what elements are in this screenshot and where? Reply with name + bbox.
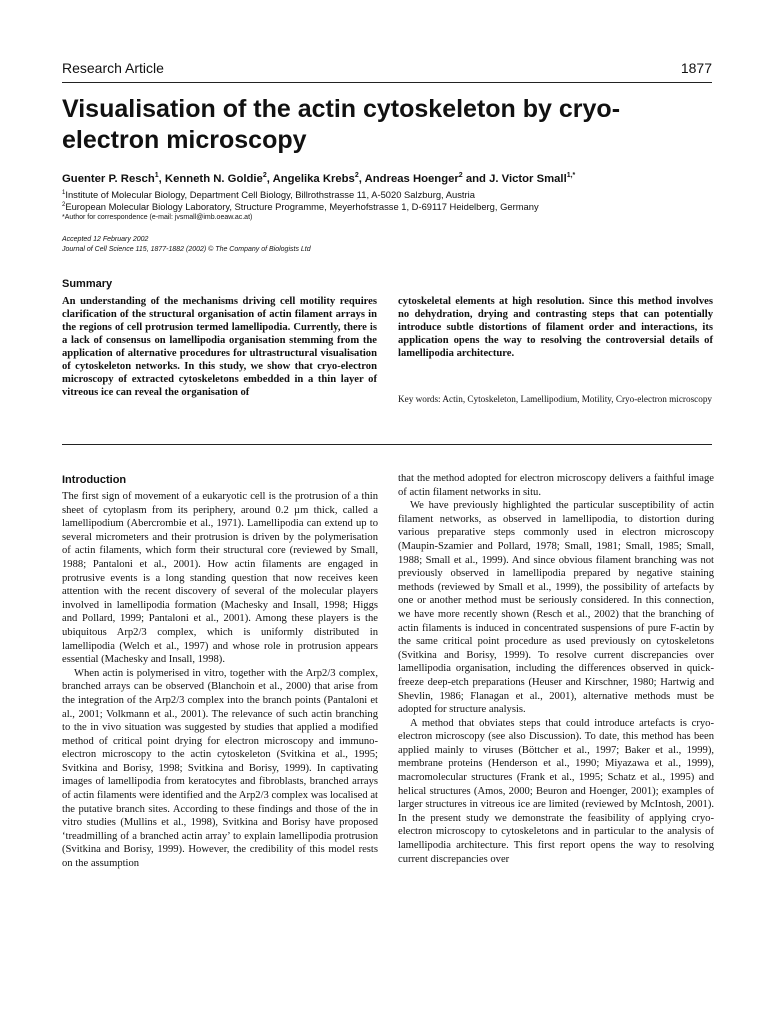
author-list: Guenter P. Resch$^1$, Kenneth N. Goldie$^2$, Angelika Krebs$^2$, Andreas Hoenger$^2$ and J. Victor Small$^{1,*}$	[62, 172, 576, 185]
article-title: Visualisation of the actin cytoskeleton by cryo-electron microscopy	[62, 95, 621, 154]
body-paragraph: When actin is polymerised in vitro, together with the Arp2/3 complex, branched arrays can be observed (Blanchoin et al., 2000) that arise from the integration of the Arp2/3 complex into the branch points (Pantaloni et al., 2001; Volkmann et al., 2001). The relevance of such actin branching to the in vivo situation was suggested by studies that applied a modified method of critical point drying for electron microscopy and immuno-electron microscopy to the actin cytoskeleton (Svitkina et al., 1995; Svitkina and Borisy, 1998; Svitkina and Borisy, 1999). In captivating images of lamellipodia from keratocytes and fibroblasts, branched arrays of actin filaments were identified and the Arp2/3 complex was localised at the putative branch sites. According to these findings and those of the in vitro studies (Mullins et al., 1998), Svitkina and Borisy have proposed ‘treadmilling of a branched actin array’ to explain lamellipodia protrusion (Svitkina and Borisy, 1999). However, the credibility of this model rests on the assumption	[62, 667, 378, 870]
author-affil-mark: 1,*	[566, 172, 576, 179]
running-header	[62, 60, 712, 83]
affiliation-mark: 1	[62, 189, 66, 196]
affiliation-text: European Molecular Biology Laboratory, Structure Programme, Meyerhofstrasse 1, D-69117 Heidelberg, Germany	[65, 201, 539, 212]
summary-text-left: An understanding of the mechanisms driving cell motility requires clarification of the structural organisation of actin filament arrays in the regions of cell protrusion termed lamellipodia. Currently, there is a lack of consensus on lamellipodia organisation stemming from the application of alternative procedures for ultrastructural visualisation of cytoskeleton networks. In this study, we show that cryo-electron microscopy of extracted cytoskeletons embedded in a thin layer of vitreous ice can reveal the organisation of	[62, 296, 377, 398]
correspondence-note: *Author for correspondence (e-mail: jvsmall@imb.oeaw.ac.at)	[62, 214, 253, 221]
author-name: Guenter P. Resch	[62, 172, 155, 185]
author-affil-mark: 2	[262, 172, 267, 179]
summary-text-right: cytoskeletal elements at high resolution. Since this method involves no dehydration, drying and contrasting steps that can potentially introduce subtle distortions of filament order and interactions, its application opens the way to resolving the controversial details of lamellipodia architecture.	[398, 296, 713, 359]
accepted-date: Accepted 12 February 2002	[62, 236, 149, 243]
journal-citation: Journal of Cell Science 115, 1877-1882 (2002) © The Company of Biologists Ltd	[62, 245, 311, 253]
body-paragraph: that the method adopted for electron microscopy delivers a faithful image of actin filament networks in situ.	[398, 473, 714, 498]
page-number: 1877	[680, 60, 712, 76]
author-affil-mark: 2	[458, 172, 463, 179]
body-paragraph: The first sign of movement of a eukaryotic cell is the protrusion of a thin sheet of cytoplasm from its periphery, around 0.2 µm thick, called a lamellipodium (Abercrombie et al., 1971). Lamellipodia can extend up to several micrometers and their protrusion is driven by the polymerisation of actin filaments, which form their structural core (reviewed by Small, 1988; Pantaloni et al., 2001). How actin filaments are engaged in protrusive events is a long standing question that now receives keen attention with the recent discovery of several of the molecular players involved in lamellipodia formation (Machesky and Insall, 1998; Higgs and Pollard, 1999; Pantaloni et al., 2001). Among these players is the ubiquitous Arp2/3 complex, which is uniformly distributed in lamellipodia (Welch et al., 1997) and whose role in protrusion appears essential (Machesky and Insall, 1998).	[62, 491, 378, 666]
affiliation-1	[62, 189, 475, 200]
affiliation-mark: 2	[62, 201, 66, 208]
running-head: Research Article	[62, 60, 164, 76]
author-affil-mark: 2	[354, 172, 359, 179]
author-name: Andreas Hoenger	[364, 172, 459, 185]
summary-heading: Summary	[62, 278, 113, 290]
author-affil-mark: 1	[154, 172, 159, 179]
body-paragraph: We have previously highlighted the particular susceptibility of actin filament networks, as observed in lamellipodia, to distortion during various preparative steps commonly used in electron microscopy (Maupin-Szamier and Pollard, 1978; Small, 1981; Small, 1985; Small, 1988; Small et al., 1999). And since obvious filament branching was not previously observed in lamellipodia prepared by negative staining methods (reviewed by Small et al., 1999), the possibility of artefacts by one or another method must be seriously considered. In this connection, we have more recently shown (Resch et al., 2002) that the branching of actin filaments is induced in concentrated suspensions of pure F-actin by the same critical point procedure as used previously on cytoskeletons (Svitkina and Borisy, 1999). To resolve current discrepancies over lamellipodia organisation, including the differences observed in quick-freeze deep-etch preparations (Heuser and Kirschner, 1980; Hartwig and Shevlin, 1986; Flanagan et al., 2001), alternative methods must be adopted for structure analysis.	[398, 500, 714, 716]
body-column-left	[62, 490, 378, 871]
keywords: Key words: Actin, Cytoskeleton, Lamellipodium, Motility, Cryo-electron microscopy	[398, 394, 713, 404]
affiliation-text: Institute of Molecular Biology, Department Cell Biology, Billrothstrasse 11, A-5020 Salzburg, Austria	[65, 189, 475, 200]
introduction-heading: Introduction	[62, 474, 127, 486]
body-column-right	[398, 472, 714, 866]
author-name: Angelika Krebs	[272, 172, 355, 185]
section-divider	[62, 444, 712, 445]
affiliation-2	[62, 201, 539, 212]
author-name: Kenneth N. Goldie	[164, 172, 263, 185]
author-name: J. Victor Small	[489, 172, 567, 185]
publication-info	[62, 235, 311, 254]
body-paragraph: A method that obviates steps that could introduce artefacts is cryo-electron microscopy (see also Discussion). To date, this method has been applied mainly to viruses (Böttcher et al., 1997; Baker et al., 1999), membrane proteins (Henderson et al., 1990; Miyazawa et al., 1999), macromolecular structures (Frank et al., 1995; Schatz et al., 1995) and helical structures (Amos, 2000; Beuron and Hoenger, 2001); examples of larger structures in vitreous ice are limited (reviewed by McIntosh, 2001). In the present study we demonstrate the feasibility of applying cryo-electron microscopy to cytoskeletons and in particular to the analysis of lamellipodia architecture. This first report opens the way to resolving current discrepancies over	[398, 717, 714, 865]
